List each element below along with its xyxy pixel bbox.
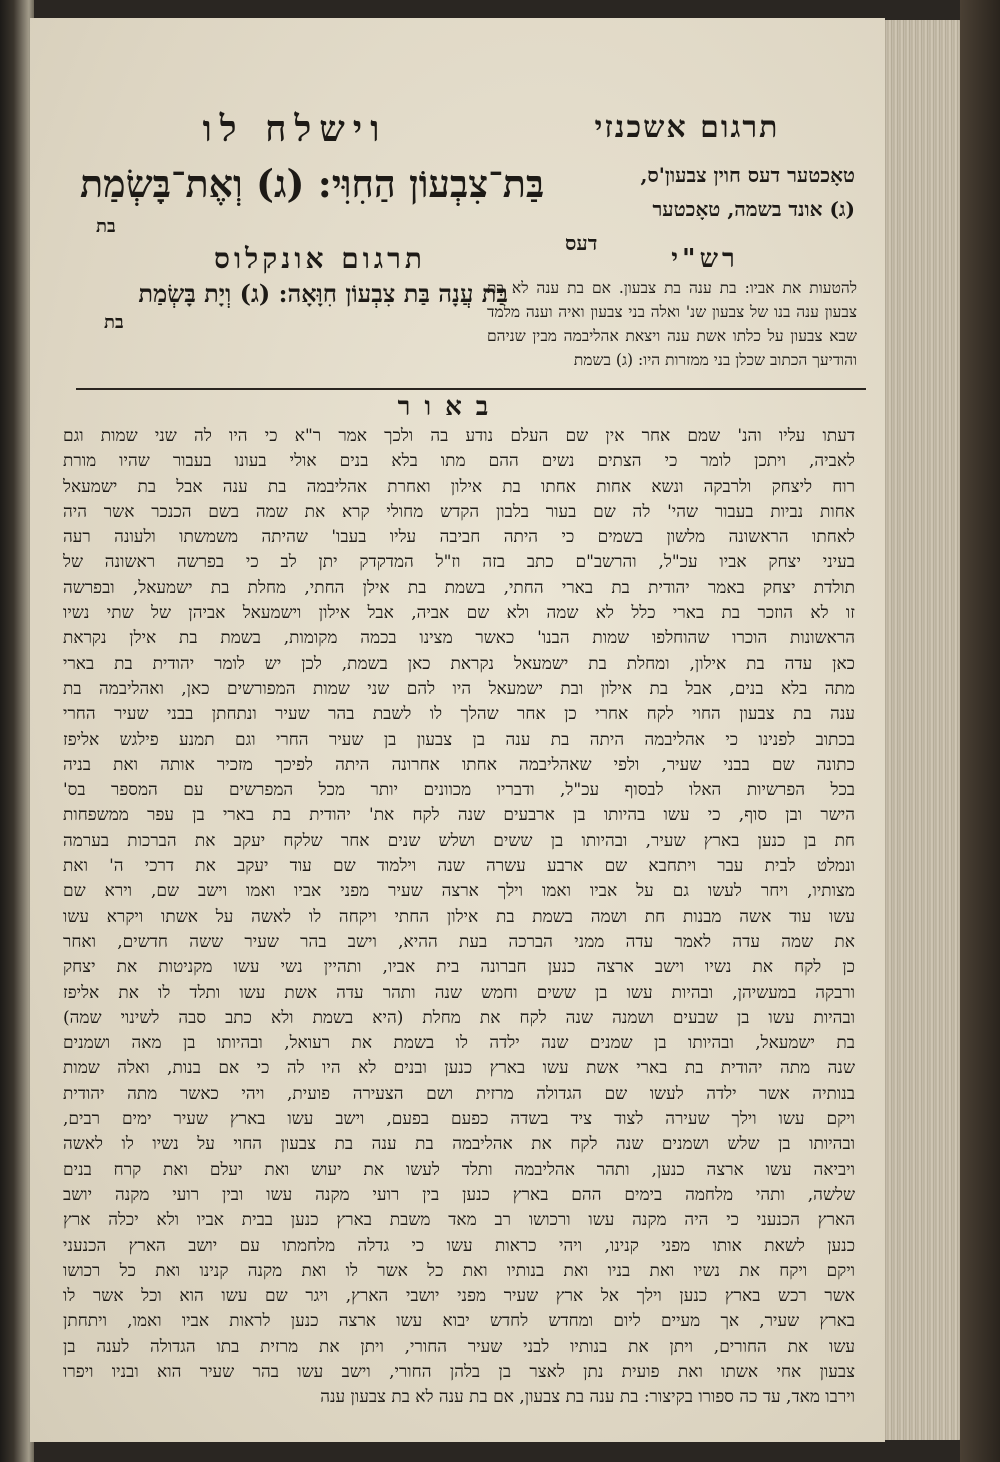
biur-line: שנה מתה יהודית בת בארי אשת עשו בארץ כנען ובנים לא היו לה כי אם בנות, ואלה שמות — [63, 1058, 855, 1079]
biur-line: בעיני יצחק אביו עכ"ל, והרשב"ם כתב בזה וז"ל המדקדק יתן לב כי בפרשה ראשונה של — [63, 552, 855, 573]
biur-line: חת בן כנען בארץ שעיר, ובהיותו בן ששים ושלש שנים אחר שלקח יעקב את הברכות בערמה — [63, 830, 855, 851]
biur-line: שלשה, ותהי מלחמה בימים ההם בארץ כנען בין רועי מקנה עשו ובין רועי מקנה יושב — [63, 1184, 855, 1205]
biur-line: כתונה שם בבני שעיר, ולפי שאהליבמה אחתו אחרונה היתה לפיכך מזכיר אותה ואת בניה — [63, 754, 855, 775]
biur-line: תולדת יצחק באמר יהודית בת בארי החתי, בשמת בת אילן החתי, מחלת בת ישמעאל, ובפרשה — [63, 577, 855, 598]
biur-line: בכל הפרשיות האלו לבסוף עכ"ל, ודבריו מכוונים יותר מכל המפרשים עם המספר בס' — [63, 780, 855, 801]
parasha-title: וישלח לו — [202, 108, 388, 150]
biur-line: הישר ובן סוף, כי עשו בהיותו בן ארבעים שנה לקח את' יהודית בת בארי בן עפר ממשפחות — [63, 805, 855, 826]
onkelos-catchword: בת — [104, 312, 124, 333]
biur-line: כאן עדה בת אילון, ומחלת בת ישמעאל נקראת כאן בשמת, לכן יש לומר יהודית בת בארי — [63, 653, 855, 674]
book-page — [30, 18, 885, 1442]
biur-line: צבעון אחי אשתו ואת פועית נתן לאצר בן בלהן החורי, וישב עשו בהר שעיר הוא ובניו ויפרו — [63, 1361, 855, 1382]
facing-page-edge — [0, 0, 34, 1462]
biur-line: בארץ שעיר, אך מעיים ליום ומחדש לחדש יבוא עשו ארצה כנען לראות אביו ואמו, ויתחתן — [63, 1311, 855, 1332]
biur-line: מצותיו, ויחר לעשו גם על אביו ואמו וילך ארצה שעיר מפני אביו ואמו וישב שם, וירא שם — [63, 881, 855, 902]
verse-catchword: בת — [96, 216, 116, 237]
biur-line: רוח ליצחק ולרבקה ונשא אחות אחתו בת אילון ואחרת אהליבמה בת ענה אבל בת ישמעאל — [63, 476, 855, 497]
targum-ashkenazi-line: דעס — [565, 231, 598, 255]
biur-line: ונמלט לבית עבר ויתחבא שם ארבע עשרה שנה וילמוד שם עוד יעקב את דרכי ה' ואת — [63, 856, 855, 877]
biur-line: ויקם עשו וילך שעירה לצוד ציד בשדה כפעם בפעם, וישב עשו בארץ שעיר ימים רבים, — [63, 1109, 855, 1130]
biur-line: לאביה, ויתכן לומר כי הצתים נשים ההם מתו בלא בנים אולי בעונו בעבור שהיו מורת — [63, 451, 855, 472]
section-divider — [76, 388, 866, 390]
targum-ashkenazi-line: טאָכטער דעס חוין צבעון'ס, — [640, 163, 855, 187]
biur-line: ובהיות עשו בן שבעים ושמנה שנה לקח את מחלת (היא בשמת ולא כתב סבה לשינוי שמה) — [63, 1007, 855, 1028]
biur-line: מתה בלא בנים, אבל בת אילון ובת ישמעאל היו להם שני שמות המפורשים כאן, ואהליבמה בת — [63, 678, 855, 699]
biur-line: עשו את החורים, ויתן את בנותיו לבני שעיר החורי, ויתן את מרזית בתו הגדולה לענה בן — [63, 1336, 855, 1357]
biur-line: ויביאה עשו ארצה כנען, ותהר אהליבמה ותלד לעשו את יעוש ואת יעלם ואת קרח בנים — [63, 1159, 855, 1180]
biur-line: כן לקח את נשיו וישב ארצה כנען חברונה בית אביו, ותהיין נשי עשו מקניטות את יצחק — [63, 957, 855, 978]
onkelos-text: בַּת עֲנָה בַּת צִבְעוֹן חִוָּאָה: (ג) וְיָת בָּשְׂמַת — [138, 279, 508, 308]
biur-line: לאחתו הראשונה מלשון בשמים כי היתה חביבה עליו בעבו' שהיתה משמשתו ולעונה רעה — [63, 527, 855, 548]
biur-line: זו לא הוזכר בת בארי כלל לא שמה ולא שם אביה, אבל אילון וישמעאל אביהן של שתי נשיו — [63, 603, 855, 624]
biur-line: אשר רכש בארץ כנען וילך אל ארץ שעיר מפני יושבי הארץ, ויגר שם עשו הוא וכל אשר לו — [63, 1286, 855, 1307]
biur-line: הארץ הכנעני כי היה מקנה עשו ורכושו רב מאד משבת בארץ כנען בבית אביו ולא יכלה ארץ — [63, 1210, 855, 1231]
biur-line: בת ישמעאל, ובהיותו בן שמנים שנה ילדה לו בשמת את רעואל, ובהיותו בן מאה ושמנים — [63, 1033, 855, 1054]
biur-line: ויקם ויקח את נשיו ואת בניו ואת בנותיו ואת כל אשר לו ואת מקנה קנינו ואת כל רכושו — [63, 1260, 855, 1281]
rashi-text: להטעות את אביו: בת ענה בת צבעון. אם בת ענה לא בת צבעון ענה בנו של צבעון שנ' ואלה בני צבעון ואיה וענה מלמד שבא צבעון על כלתו אשת ענה ויצאת אהליבמה מבין שניהם והודיעך הכתוב שכלן בני ממזרות היו: (ג) בשמת — [487, 279, 857, 369]
biur-line: אחות נביות בעבור שהי' לה שם בעור בלבון הקדש מחולי קרא את שמה בשם הכנכר אשר היה — [63, 501, 855, 522]
biur-line: עשו עוד אשה מבנות חת ושמה בשמת בת אילון החתי ויקחה לו לאשה על אשתו ויקרא עשו — [63, 906, 855, 927]
book-cover — [960, 0, 1000, 1462]
onkelos-title: תרגום אונקלוס — [214, 242, 426, 275]
biur-line: דעתו עליו והנ' שמם אחר אין שם העלם נודע בה ולכך אמר ר"א כי היו לה שני שמות וגם — [63, 426, 855, 446]
targum-ashkenazi-line: (ג) אונד בשמה, טאָכטער — [652, 197, 855, 221]
biur-line: בנותיה אשר ילדה לעשו שם הגדולה מרזית ושם הצעירה פועית, ויהי כאשר מתה יהודית — [63, 1083, 855, 1104]
biur-title: באור — [397, 392, 503, 422]
biur-line: כנען לשאת אותו מפני קנינו, ויהי כראות עשו כי גדלה מלחמתו עם יושב הארץ הכנעני — [63, 1235, 855, 1256]
targum-ashkenazi-title: תרגום אשכנזי — [594, 110, 780, 145]
biur-line: ענה בת צבעון החוי לקח אחרי כן אחר שהלך לו לשבת בהר שעיר ונתחתן בבני שעיר החרי — [63, 704, 855, 725]
verse-text: בַּת־צִבְעוֹן הַחִוִּי: (ג) וְאֶת־בָּשְׂמַת — [80, 161, 545, 206]
biur-line: וירבו מאד, עד כה ספורו בקיצור: בת ענה בת צבעון, אם בת ענה לא בת צבעון ענה — [320, 1387, 855, 1408]
biur-commentary — [63, 424, 855, 1411]
biur-line: ובהיותו בן שלש ושמנים שנה לקח את אהליבמה בת ענה בת צבעון החוי על נשיו לו לאשה — [63, 1134, 855, 1155]
rashi-title: רש"י — [671, 244, 739, 274]
biur-line: את שמה עדה לאמר עדה ממני הברכה בעת ההיא, וישב בהר שעיר ששה חדשים, ואחר — [63, 931, 855, 952]
biur-line: הראשונות הוכרו שהוחלפו שמות הבנו' כאשר מצינו בכמה מקומות, בשמת בת אילן נקראת — [63, 628, 855, 649]
book-page-edges — [880, 20, 965, 1440]
biur-line: ורבקה במעשיהן, ובהיות עשו בן ששים וחמש שנה ותהר עדה אשת עשו ותלד לו את אליפז — [63, 982, 855, 1003]
biur-line: בכתוב לפנינו כי אהליבמה היתה בת ענה בן צבעון בן שעיר החרי וגם תמנע פילגש אליפז — [63, 729, 855, 750]
